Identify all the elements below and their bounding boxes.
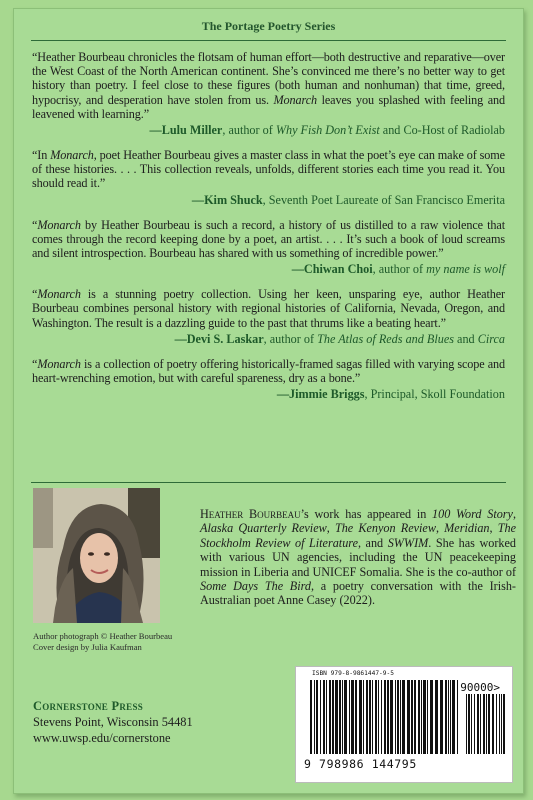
text-run: , poet Heather Bourbeau gives a master class in what the poet’s eye can make of some of these histories. . . . This collection reveals, unfolds, different stories each time you read it. You should read it.” xyxy=(32,148,505,191)
isbn-label: ISBN 979-8-9861447-9-5 xyxy=(312,670,394,677)
barcode-bar xyxy=(503,694,505,754)
back-cover xyxy=(13,8,524,794)
series-title: The Portage Poetry Series xyxy=(201,19,336,33)
text-run: , author of xyxy=(263,331,318,346)
barcode-bar xyxy=(477,694,479,754)
blurb-5 xyxy=(32,357,505,401)
text-run: ’s work has appeared in xyxy=(300,507,433,521)
text-run: . She has worked with various UN agencies, including the UN peacekeeping mission in Liberia and UNICEF Somalia. She is the co-author of xyxy=(200,535,516,579)
barcode-bar xyxy=(390,680,393,754)
barcode-bar xyxy=(471,694,472,754)
blurb-2 xyxy=(32,148,505,207)
blurb-1 xyxy=(32,50,505,137)
text-run: , xyxy=(435,521,445,536)
barcode-bar xyxy=(310,680,312,754)
barcode-bar xyxy=(418,680,420,754)
text-run: my name is wolf xyxy=(426,262,505,277)
barcode-bar xyxy=(344,680,347,754)
text-run: “ xyxy=(32,356,38,371)
barcode-bar xyxy=(375,680,377,754)
text-run: , author of xyxy=(222,123,276,138)
barcode-bar xyxy=(339,680,341,754)
blurb-3 xyxy=(32,218,505,277)
barcode-bar xyxy=(355,680,357,754)
barcode-bar xyxy=(323,680,325,754)
barcode-bar xyxy=(445,680,447,754)
text-run: , author of xyxy=(372,262,427,277)
barcode-bar xyxy=(332,680,334,754)
barcode-bar xyxy=(363,680,364,754)
author-photo xyxy=(33,488,160,623)
barcode-bar xyxy=(395,680,396,754)
barcode-bar xyxy=(466,694,467,754)
blurb-text xyxy=(32,218,505,261)
section-divider xyxy=(31,482,506,483)
barcode-bar xyxy=(314,680,315,754)
text-run: , and xyxy=(357,535,388,550)
text-run: , xyxy=(489,521,498,536)
text-run: and xyxy=(453,331,478,346)
barcode-bar xyxy=(387,680,389,754)
text-run: is a collection of poetry offering historically-framed sagas filled with varying scope and heart-wrenching emotion, but with careful spareness, dry as a bone.” xyxy=(32,356,505,386)
blurb-text xyxy=(32,357,505,385)
text-run: The Kenyon Review xyxy=(334,521,436,536)
text-run: , a poetry conversation with the Irish-Australian poet Anne Casey (2022). xyxy=(200,579,516,608)
text-run: Circa xyxy=(477,331,505,346)
text-run: by Heather Bourbeau is such a record, a history of us distilled to a raw violence that comes through the record keeping done by a poet, an artist. . . . It’s such a book of loud screams and silent introspection. Bourbeau has shared with us something of incredible power.” xyxy=(32,217,505,261)
barcode-bar xyxy=(316,680,318,754)
text-run: , Seventh Poet Laureate of San Francisco Emerita xyxy=(262,192,505,207)
barcode-bar xyxy=(335,680,338,754)
barcode-bar xyxy=(329,680,331,754)
text-run: Some Days The Bird xyxy=(200,579,312,594)
text-run: Monarch xyxy=(50,148,94,163)
publisher-url: www.uwsp.edu/cornerstone xyxy=(33,731,171,745)
barcode-number: 9 798986 144795 xyxy=(304,757,417,771)
barcode-bar xyxy=(421,680,422,754)
barcode-bar xyxy=(483,694,485,754)
barcode-bar xyxy=(366,680,368,754)
text-run: Monarch xyxy=(37,356,81,371)
barcode-bar xyxy=(349,680,350,754)
text-run: “ xyxy=(32,217,38,232)
text-run: —Kim Shuck xyxy=(191,192,263,207)
blurb-attribution xyxy=(32,193,505,207)
text-run: Monarch xyxy=(273,92,318,107)
barcode-bar xyxy=(342,680,343,754)
publisher-name: Cornerstone Press xyxy=(33,699,144,713)
barcode-bar xyxy=(452,680,455,754)
barcode-bar xyxy=(400,680,401,754)
barcode-bar xyxy=(501,694,502,754)
blurb-text xyxy=(32,148,505,191)
barcode-bar xyxy=(359,680,362,754)
text-run: “In xyxy=(32,148,51,163)
blurb-attribution xyxy=(32,262,505,276)
barcode-bar xyxy=(486,694,487,754)
text-run: leaves you splashed with feeling and leavened with learning.” xyxy=(32,92,505,121)
text-run: —Lulu Miller xyxy=(149,123,223,138)
text-run: Alaska Quarterly Review xyxy=(200,521,327,536)
text-run: and Co-Host of Radiolab xyxy=(379,123,505,138)
barcode-bar xyxy=(488,694,490,754)
barcode-bar xyxy=(423,680,426,754)
barcode-bar xyxy=(369,680,371,754)
text-run: The Stockholm Review of Literature xyxy=(200,521,516,550)
author-bio xyxy=(200,507,516,608)
text-run: 100 Word Story xyxy=(432,507,513,521)
barcode-bar xyxy=(496,694,497,754)
barcode-bar xyxy=(440,680,443,754)
barcode-bar xyxy=(414,680,416,754)
text-run: , Principal, Skoll Foundation xyxy=(364,387,505,402)
barcode-bar xyxy=(448,680,449,754)
publisher-address: Stevens Point, Wisconsin 54481 xyxy=(33,715,193,729)
text-run: —Chiwan Choi xyxy=(291,262,373,277)
publisher-block xyxy=(33,698,193,746)
design-credit: Cover design by Julia Kaufman xyxy=(33,641,142,652)
blurbs-section xyxy=(32,50,505,412)
top-rule xyxy=(31,40,506,41)
photo-credit: Author photograph © Heather Bourbeau xyxy=(33,631,173,641)
blurb-attribution xyxy=(32,387,505,401)
barcode-bar xyxy=(435,680,438,754)
barcode-bar xyxy=(372,680,373,754)
text-run: Heather Bourbeau xyxy=(200,507,301,521)
text-run: is a stunning poetry collection. Using her keen, unsparing eye, author Heather Bourbeau combines personal history with regional histories of California, Nevada, Oregon, and Washington. The result is a dazzling guide to the past that thrums like a beating heart.” xyxy=(32,287,505,330)
text-run: Monarch xyxy=(37,217,81,232)
text-run: Meridian xyxy=(444,521,490,536)
barcode-box xyxy=(295,666,513,783)
text-run: SWWIM xyxy=(387,535,429,550)
blurb-attribution xyxy=(32,332,505,346)
text-run: —Jimmie Briggs xyxy=(276,387,365,402)
barcode-bar xyxy=(411,680,413,754)
barcode-bar xyxy=(427,680,428,754)
barcode-bars xyxy=(308,680,506,760)
text-run: Why Fish Don’t Exist xyxy=(275,123,380,138)
barcode-bar xyxy=(351,680,354,754)
barcode-bar xyxy=(381,680,382,754)
text-run: , xyxy=(326,521,335,536)
barcode-bar xyxy=(468,694,470,754)
barcode-bar xyxy=(378,680,379,754)
barcode-bar xyxy=(326,680,327,754)
blurb-text xyxy=(32,287,505,330)
text-run: , xyxy=(512,507,516,521)
text-run: “Heather Bourbeau chronicles the flotsam of human effort—both destructive and reparative—over the West Coast of the North American continent. She’s convinced me there’s no better way to get history than poetry. I feel close to these figures (both human and nonhuman) that time, greed, hypocrisy, and desperation have stolen from us. xyxy=(32,50,505,107)
barcode-bar xyxy=(480,694,481,754)
barcode-bar xyxy=(450,680,451,754)
text-run: Monarch xyxy=(37,287,81,302)
barcode-bar xyxy=(402,680,405,754)
blurb-4 xyxy=(32,287,505,346)
text-run: —Devi S. Laskar xyxy=(174,331,264,346)
barcode-bar xyxy=(320,680,321,754)
barcode-bar xyxy=(384,680,386,754)
barcode-bar xyxy=(457,680,458,754)
blurb-text xyxy=(32,50,505,121)
barcode-bar xyxy=(474,694,475,754)
barcode-bar xyxy=(407,680,410,754)
credits xyxy=(33,631,172,652)
barcode-bar xyxy=(499,694,500,754)
barcode-bar xyxy=(430,680,433,754)
barcode-bar xyxy=(492,694,494,754)
price-code: 90000> xyxy=(460,681,500,694)
barcode-bar xyxy=(397,680,399,754)
text-run: The Atlas of Reds and Blues xyxy=(317,331,454,346)
blurb-attribution xyxy=(32,123,505,137)
text-run: “ xyxy=(32,287,38,302)
